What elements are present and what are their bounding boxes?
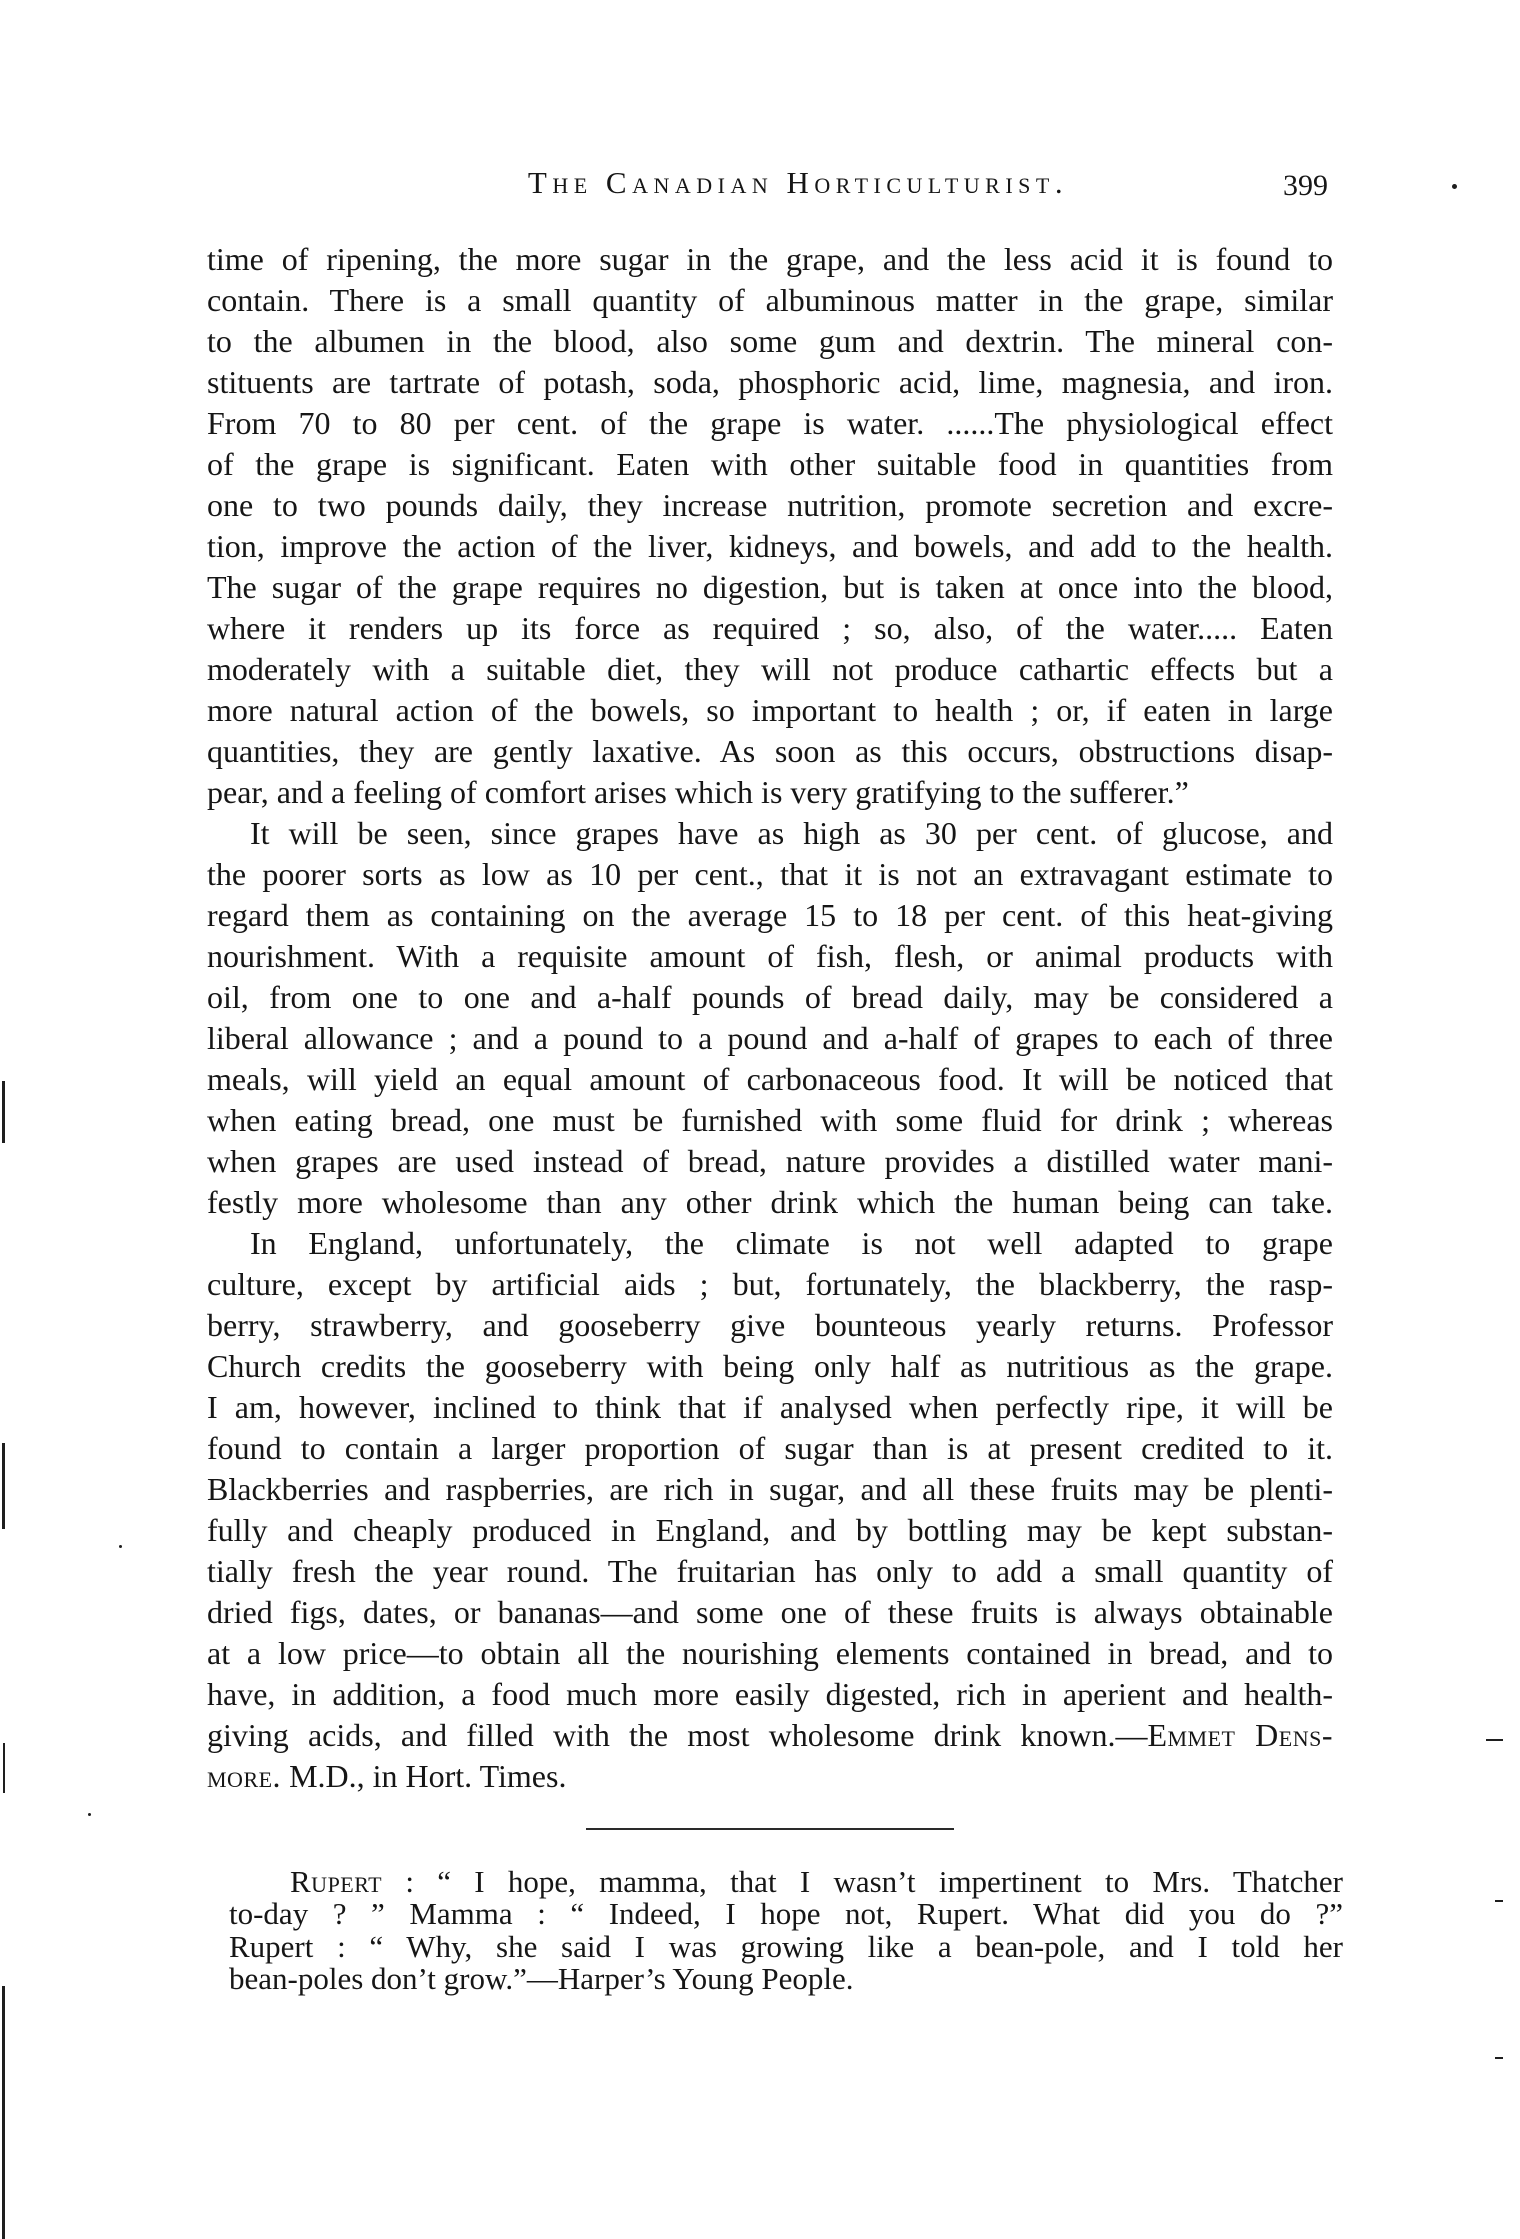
text-line: when grapes are used instead of bread, nature provides a distilled water mani- <box>207 1143 1333 1179</box>
separator-rule <box>586 1828 954 1830</box>
scan-edge-mark <box>2 1081 5 1143</box>
text-line: bean-poles don’t grow.”—Harper’s Young People. <box>229 1961 854 1997</box>
text-line: Rupert : “ Why, she said I was growing like a bean-pole, and I told her <box>229 1928 1343 1964</box>
text-line: one to two pounds daily, they increase nutrition, promote secretion and excre- <box>207 487 1333 523</box>
text-line: berry, strawberry, and gooseberry give bounteous yearly returns. Professor <box>207 1307 1333 1343</box>
paragraph-3 <box>207 1223 1333 1797</box>
text-line: of the grape is significant. Eaten with other suitable food in quantities from <box>207 446 1333 482</box>
text-fragment: : “ I hope, mamma, that I wasn’t impertinent to Mrs. Thatcher <box>382 1864 1343 1899</box>
text-line: tion, improve the action of the liver, kidneys, and bowels, and add to the health. <box>207 528 1333 564</box>
author-name: more. <box>207 1758 282 1794</box>
text-line <box>207 1715 1333 1756</box>
scan-speck <box>1452 184 1457 189</box>
scan-edge-mark <box>1486 1739 1503 1741</box>
text-line: where it renders up its force as required ; so, also, of the water..... Eaten <box>207 610 1333 646</box>
text-line: Church credits the gooseberry with being only half as nutritious as the grape. <box>207 1348 1333 1384</box>
text-line: dried figs, dates, or bananas—and some one of these fruits is always obtainable <box>207 1594 1333 1630</box>
text-line: stituents are tartrate of potash, soda, phosphoric acid, lime, magnesia, and iron. <box>207 364 1333 400</box>
text-line: The sugar of the grape requires no digestion, but is taken at once into the blood, <box>207 569 1333 605</box>
text-line: the poorer sorts as low as 10 per cent., that it is not an extravagant estimate to <box>207 856 1333 892</box>
text-line: regard them as containing on the average 15 to 18 per cent. of this heat-giving <box>207 897 1333 933</box>
scan-speck <box>88 1813 91 1816</box>
paragraph-1 <box>207 239 1333 813</box>
text-line: to the albumen in the blood, also some gum and dextrin. The mineral con- <box>207 323 1333 359</box>
text-line: fully and cheaply produced in England, and by bottling may be kept substan- <box>207 1512 1333 1548</box>
article-body <box>207 239 1333 1797</box>
text-line: festly more wholesome than any other drink which the human being can take. <box>207 1184 1333 1220</box>
text-fragment: giving acids, and filled with the most wholesome drink known.— <box>207 1717 1148 1753</box>
scan-edge-mark <box>3 1743 5 1793</box>
anecdote-paragraph <box>229 1866 1343 1996</box>
text-line: have, in addition, a food much more easily digested, rich in aperient and health- <box>207 1676 1333 1712</box>
text-line: I am, however, inclined to think that if analysed when perfectly ripe, it will be <box>207 1389 1333 1425</box>
text-line: nourishment. With a requisite amount of fish, flesh, or animal products with <box>207 938 1333 974</box>
paragraph-2 <box>207 813 1333 1223</box>
scan-edge-mark <box>1495 1900 1503 1902</box>
text-line: more natural action of the bowels, so important to health ; or, if eaten in large <box>207 692 1333 728</box>
text-line: From 70 to 80 per cent. of the grape is water. ......The physiological effect <box>207 405 1333 441</box>
scan-edge-mark <box>2 1443 5 1529</box>
text-line: pear, and a feeling of comfort arises which is very gratifying to the sufferer.” <box>207 774 1189 810</box>
text-line: time of ripening, the more sugar in the grape, and the less acid it is found to <box>207 241 1333 277</box>
text-line: oil, from one to one and a-half pounds of bread daily, may be considered a <box>207 979 1333 1015</box>
running-title: The Canadian Horticulturist. <box>527 165 1069 200</box>
author-name: Emmet Dens- <box>1147 1717 1334 1753</box>
text-line: tially fresh the year round. The fruitarian has only to add a small quantity of <box>207 1553 1333 1589</box>
text-line: culture, except by artificial aids ; but, fortunately, the blackberry, the rasp- <box>207 1266 1333 1302</box>
scan-speck <box>119 1545 122 1548</box>
text-line: meals, will yield an equal amount of carbonaceous food. It will be noticed that <box>207 1061 1333 1097</box>
page-number: 399 <box>1283 169 1328 202</box>
speaker-name: Rupert <box>290 1864 383 1899</box>
text-line: It will be seen, since grapes have as high as 30 per cent. of glucose, and <box>250 815 1333 851</box>
source-citation: M.D., in Hort. Times. <box>281 1758 567 1794</box>
text-line: when eating bread, one must be furnished with some fluid for drink ; whereas <box>207 1102 1333 1138</box>
text-line: at a low price—to obtain all the nourishing elements contained in bread, and to <box>207 1635 1333 1671</box>
text-line: Blackberries and raspberries, are rich in sugar, and all these fruits may be plenti- <box>207 1471 1333 1507</box>
text-line: quantities, they are gently laxative. As soon as this occurs, obstructions disap- <box>207 733 1333 769</box>
text-line: In England, unfortunately, the climate is not well adapted to grape <box>250 1225 1333 1261</box>
text-line <box>229 1866 1343 1898</box>
text-line: moderately with a suitable diet, they will not produce cathartic effects but a <box>207 651 1333 687</box>
text-line: contain. There is a small quantity of albuminous matter in the grape, similar <box>207 282 1333 318</box>
text-line: found to contain a larger proportion of sugar than is at present credited to it. <box>207 1430 1333 1466</box>
text-line <box>207 1756 1333 1797</box>
scan-edge-mark <box>2 1986 5 2239</box>
scan-edge-mark <box>1495 2057 1503 2059</box>
text-line: liberal allowance ; and a pound to a pound and a-half of grapes to each of three <box>207 1020 1333 1056</box>
text-line: to-day ? ” Mamma : “ Indeed, I hope not, Rupert. What did you do ?” <box>229 1896 1343 1932</box>
